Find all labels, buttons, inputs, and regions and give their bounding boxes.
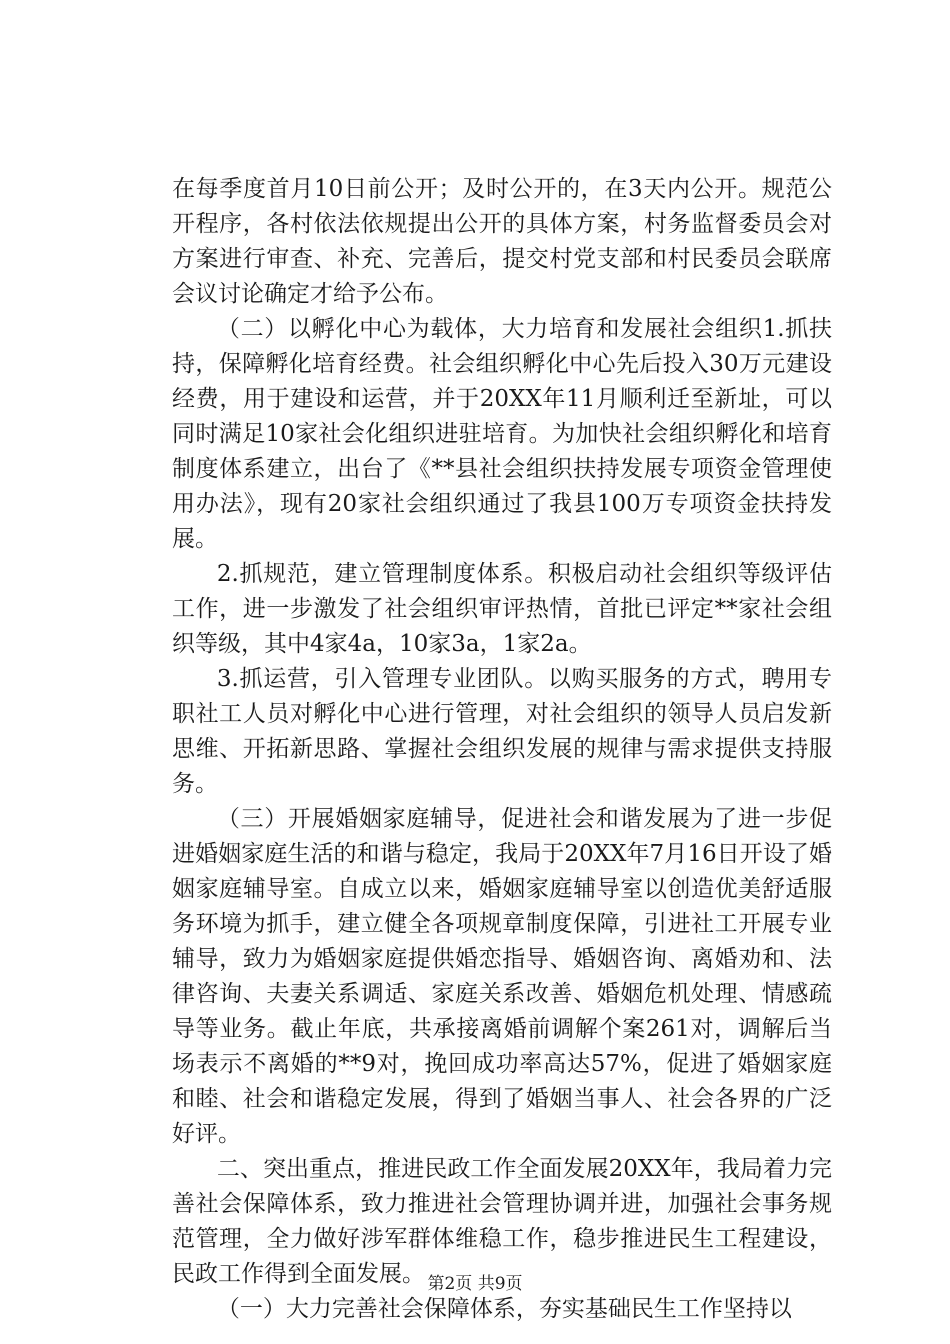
page-number: 第2页 共9页	[427, 1274, 523, 1294]
document-body	[172, 172, 832, 1327]
paragraph-incubation-center: （二）以孵化中心为载体，大力培育和发展社会组织1.抓扶持，保障孵化培育经费。社会组织孵化中心先后投入30万元建设经费，用于建设和运营，并于20XX年11月顺利迁至新址，可以同时满足10家社会化组织进驻培育。为加快社会组织孵化和培育制度体系建立，出台了《**县社会组织扶持发展专项资金管理使用办法》，现有20家社会组织通过了我县100万专项资金扶持发展。	[172, 316, 832, 552]
paragraph-section-two: 二、突出重点，推进民政工作全面发展20XX年，我局着力完善社会保障体系，致力推进社会管理协调并进，加强社会事务规范管理，全力做好涉军群体维稳工作，稳步推进民生工程建设，民政工作得到全面发展。	[172, 1156, 832, 1287]
paragraph-continued: 在每季度首月10日前公开；及时公开的，在3天内公开。规范公开程序，各村依法依规提出公开的具体方案，村务监督委员会对方案进行审查、补充、完善后，提交村党支部和村民委员会联席会议讨论确定才给予公布。	[172, 176, 832, 307]
paragraph-marriage-counseling: （三）开展婚姻家庭辅导，促进社会和谐发展为了进一步促进婚姻家庭生活的和谐与稳定，我局于20XX年7月16日开设了婚姻家庭辅导室。自成立以来，婚姻家庭辅导室以创造优美舒适服务环境为抓手，建立健全各项规章制度保障，引进社工开展专业辅导，致力为婚姻家庭提供婚恋指导、婚姻咨询、离婚劝和、法律咨询、夫妻关系调适、家庭关系改善、婚姻危机处理、情感疏导等业务。截止年底，共承接离婚前调解个案261对，调解后当场表示不离婚的**9对，挽回成功率高达57%，促进了婚姻家庭和睦、社会和谐稳定发展，得到了婚姻当事人、社会各界的广泛好评。	[172, 806, 832, 1147]
paragraph-social-security: （一）大力完善社会保障体系，夯实基础民生工作坚持以	[216, 1296, 792, 1322]
paragraph-operation: 3.抓运营，引入管理专业团队。以购买服务的方式，聘用专职社工人员对孵化中心进行管理，对社会组织的领导人员启发新思维、开拓新思路、掌握社会组织发展的规律与需求提供支持服务。	[172, 666, 832, 797]
page-footer	[0, 1274, 950, 1294]
paragraph-standardization: 2.抓规范，建立管理制度体系。积极启动社会组织等级评估工作，进一步激发了社会组织审评热情，首批已评定**家社会组织等级，其中4家4a，10家3a，1家2a。	[172, 561, 832, 657]
